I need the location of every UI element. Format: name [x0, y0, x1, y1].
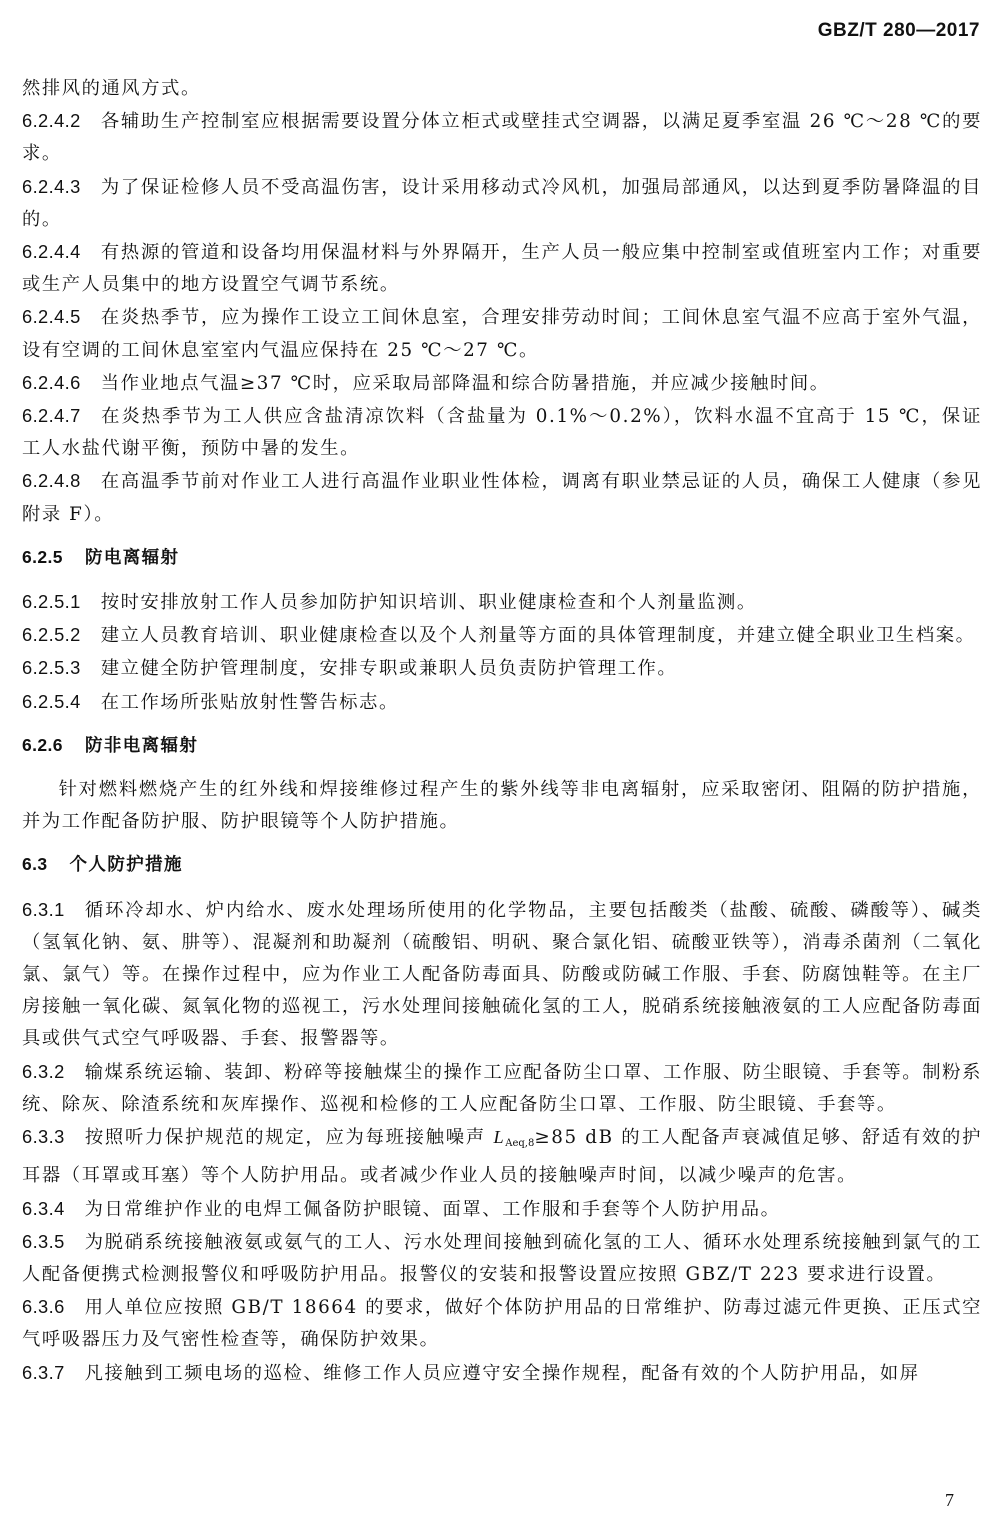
page-number: 7	[945, 1490, 954, 1510]
clause-text: 为了保证检修人员不受高温伤害，设计采用移动式冷风机，加强局部通风，以达到夏季防暑降温的目的。	[22, 176, 982, 230]
clause-6-3-5	[22, 1226, 982, 1291]
clause-6-2-4-4	[22, 236, 982, 301]
clause-6-2-5-2	[22, 619, 982, 652]
clause-text: 建立人员教育培训、职业健康检查以及个人剂量等方面的具体管理制度，并建立健全职业卫生档案。	[100, 625, 976, 647]
clause-number: 6.2.4.8	[22, 470, 81, 492]
clause-text: 有热源的管道和设备均用保温材料与外界隔开，生产人员一般应集中控制室或值班室内工作；对重要或生产人员集中的地方设置空气调节系统。	[22, 242, 982, 296]
clause-6-3-3	[22, 1121, 982, 1192]
clause-6-3-2	[22, 1056, 982, 1121]
clause-text: 建立健全防护管理制度，安排专职或兼职人员负责防护管理工作。	[100, 658, 678, 680]
clause-number: 6.3.7	[22, 1361, 65, 1383]
clause-6-2-4-5	[22, 301, 982, 366]
clause-number: 6.2.4.5	[22, 306, 81, 328]
clause-number: 6.3.3	[22, 1126, 65, 1148]
heading-number: 6.3	[22, 854, 48, 875]
clause-text: 当作业地点气温≥37 ℃时，应采取局部降温和综合防暑措施，并应减少接触时间。	[100, 372, 830, 394]
clause-text: 在炎热季节，应为操作工设立工间休息室，合理安排劳动时间；工间休息室气温不应高于室外气温，设有空调的工间休息室室内气温应保持在 25 ℃～27 ℃。	[22, 307, 982, 361]
section-heading-6-2-6	[22, 729, 982, 762]
clause-number: 6.2.4.3	[22, 175, 81, 197]
section-heading-6-3	[22, 848, 982, 881]
paragraph-text: 针对燃料燃烧产生的红外线和焊接维修过程产生的紫外线等非电离辐射，应采取密闭、阻隔的防护措施，并为工作配备防护服、防护眼镜等个人防护措施。	[22, 779, 982, 833]
heading-number: 6.2.6	[22, 734, 63, 755]
clause-number: 6.3.5	[22, 1230, 65, 1252]
clause-text: 为脱硝系统接触液氨或氨气的工人、污水处理间接触到硫化氢的工人、循环水处理系统接触到氯气的工人配备便携式检测报警仪和呼吸防护用品。报警仪的安装和报警设置应按照 GBZ/T 223 要求进行设置。	[22, 1231, 982, 1285]
clause-text: 用人单位应按照 GB/T 18664 的要求，做好个体防护用品的日常维护、防毒过滤元件更换、正压式空气呼吸器压力及气密性检查等，确保防护效果。	[22, 1297, 982, 1351]
clause-6-2-5-3	[22, 652, 982, 685]
clause-6-2-4-2	[22, 105, 982, 170]
clause-number: 6.2.5.4	[22, 690, 81, 712]
clause-number: 6.3.4	[22, 1197, 65, 1219]
clause-6-2-5-1	[22, 586, 982, 619]
clause-text: 输煤系统运输、装卸、粉碎等接触煤尘的操作工应配备防尘口罩、工作服、防尘眼镜、手套等。制粉系统、除灰、除渣系统和灰库操作、巡视和检修的工人应配备防尘口罩、工作服、防尘眼镜、手套等。	[22, 1061, 982, 1115]
clause-number: 6.2.5.1	[22, 591, 81, 613]
section-heading-6-2-5	[22, 541, 982, 574]
clause-6-3-1	[22, 894, 982, 1056]
clause-6-3-7	[22, 1357, 982, 1390]
clause-6-2-4-6	[22, 367, 982, 400]
clause-number: 6.2.5.2	[22, 624, 81, 646]
document-body	[22, 73, 982, 1390]
clause-6-2-5-4	[22, 686, 982, 719]
heading-number: 6.2.5	[22, 546, 63, 567]
clause-6-2-4-8	[22, 465, 982, 530]
clause-text: 在高温季节前对作业工人进行高温作业职业性体检，调离有职业禁忌证的人员，确保工人健康（参见附录 F）。	[22, 471, 982, 525]
standard-number: GBZ/T 280—2017	[817, 20, 980, 41]
paragraph: 然排风的通风方式。	[22, 78, 201, 99]
clause-text-after: ≥85 dB 的工人配备声衰减值足够、舒适有效的护耳器（耳罩或耳塞）等个人防护用品。或者减少作业人员的接触噪声时间，以减少噪声的危害。	[22, 1127, 982, 1187]
clause-6-3-4	[22, 1193, 982, 1226]
clause-text: 在炎热季节为工人供应含盐清凉饮料（含盐量为 0.1%～0.2%），饮料水温不宜高于 15 ℃，保证工人水盐代谢平衡，预防中暑的发生。	[22, 406, 982, 460]
clause-6-3-6	[22, 1291, 982, 1356]
clause-number: 6.2.4.4	[22, 241, 81, 263]
clause-6-2-4-3	[22, 171, 982, 236]
clause-number: 6.2.4.7	[22, 405, 81, 427]
clause-text: 为日常维护作业的电焊工佩备防护眼镜、面罩、工作服和手套等个人防护用品。	[84, 1198, 781, 1220]
clause-number: 6.3.2	[22, 1060, 65, 1082]
clause-text-before: 按照听力保护规范的规定，应为每班接触噪声	[84, 1127, 494, 1149]
paragraph-6-2-6	[22, 774, 982, 838]
clause-text: 在工作场所张贴放射性警告标志。	[100, 691, 399, 713]
noise-subscript: Aeq,8	[505, 1138, 535, 1150]
clause-text: 按时安排放射工作人员参加防护知识培训、职业健康检查和个人剂量监测。	[100, 592, 757, 614]
clause-number: 6.3.6	[22, 1296, 65, 1318]
heading-text: 个人防护措施	[69, 855, 183, 876]
heading-text: 防非电离辐射	[84, 735, 199, 756]
clause-number: 6.2.4.2	[22, 110, 81, 132]
clause-number: 6.2.4.6	[22, 371, 81, 393]
clause-6-2-4-7	[22, 400, 982, 465]
clause-number: 6.2.5.3	[22, 657, 81, 679]
clause-text: 凡接触到工频电场的巡检、维修工作人员应遵守安全操作规程，配备有效的个人防护用品，如屏	[84, 1362, 920, 1384]
heading-text: 防电离辐射	[84, 547, 180, 568]
clause-number: 6.3.1	[22, 898, 65, 920]
clause-text: 各辅助生产控制室应根据需要设置分体立柜式或壁挂式空调器，以满足夏季室温 26 ℃～28 ℃的要求。	[22, 111, 982, 165]
clause-text: 循环冷却水、炉内给水、废水处理场所使用的化学物品，主要包括酸类（盐酸、硫酸、磷酸等）、碱类（氢氧化钠、氨、肼等）、混凝剂和助凝剂（硫酸铝、明矾、聚合氯化铝、硫酸亚铁等），消毒杀菌剂（二氧化氯、氯气）等。在操作过程中，应为作业工人配备防毒面具、防酸或防碱工作服、手套、防腐蚀鞋等。在主厂房接触一氧化碳、氮氧化物的巡视工，污水处理间接触硫化氢的工人，脱硝系统接触液氨的工人应配备防毒面具或供气式空气呼吸器、手套、报警器等。	[22, 899, 982, 1050]
noise-symbol: L	[493, 1127, 506, 1148]
